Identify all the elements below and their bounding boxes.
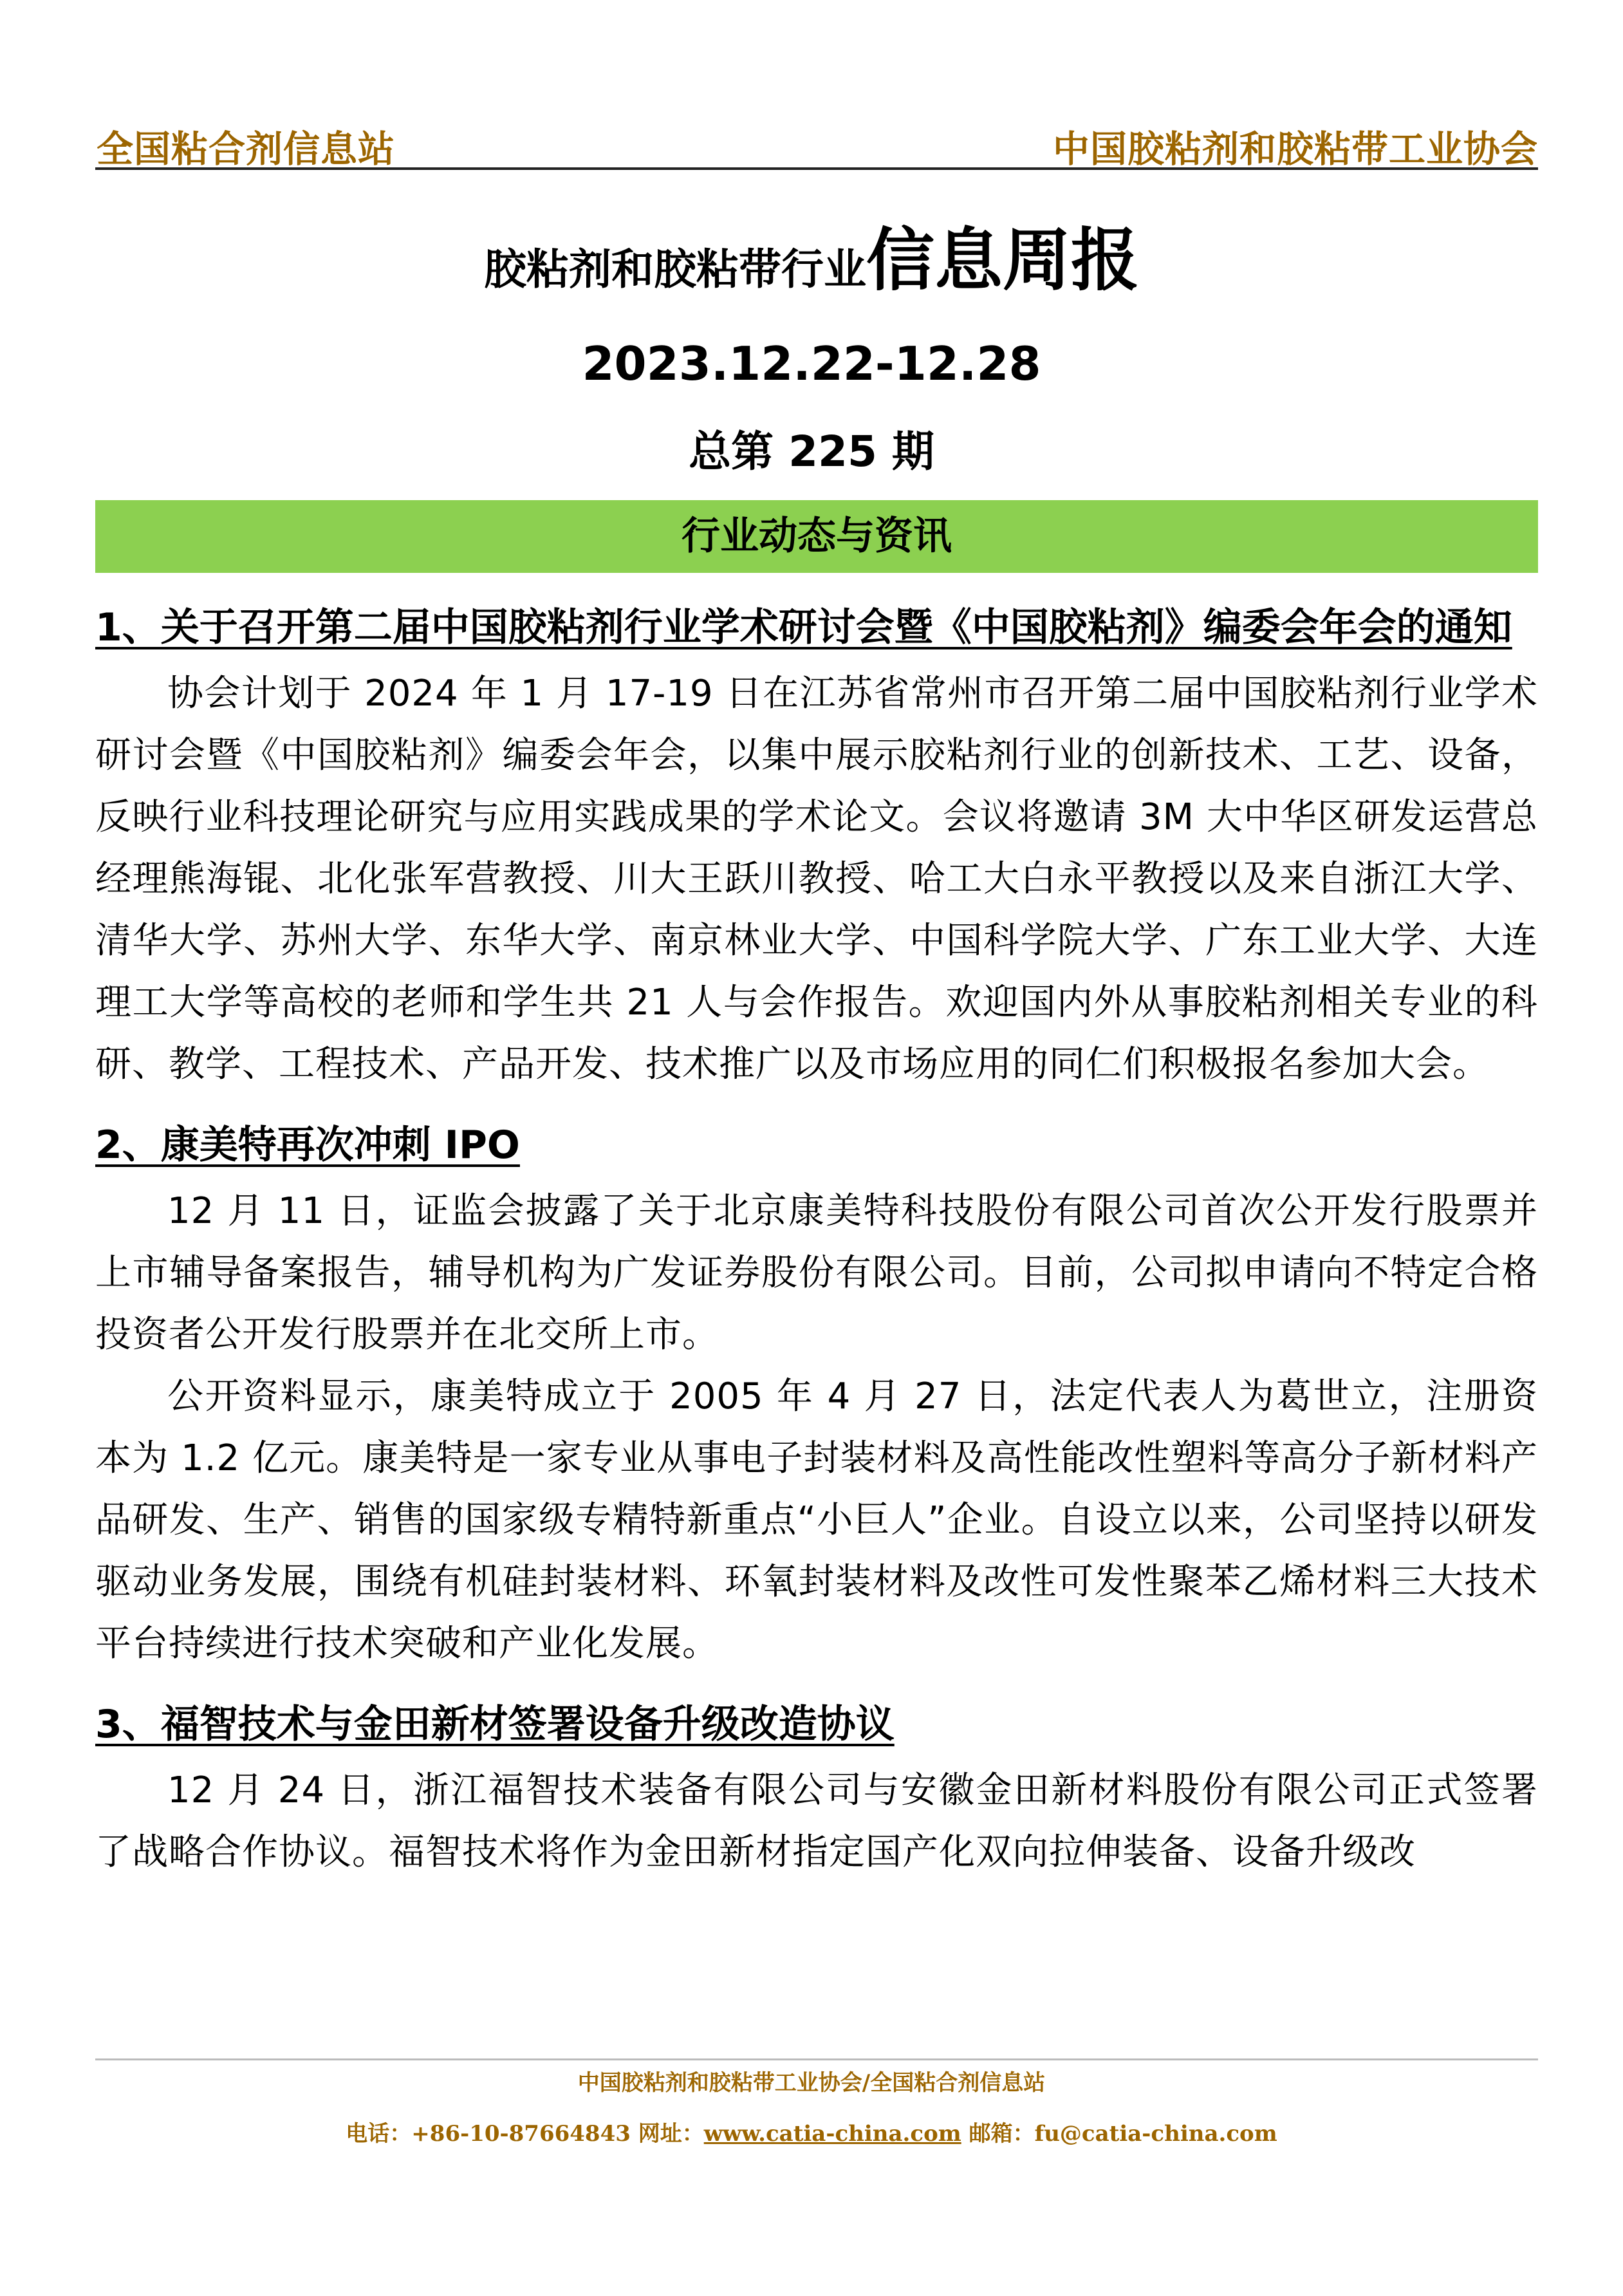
- title-prefix: 胶粘剂和胶粘带行业: [484, 245, 866, 294]
- footer-divider: [95, 2058, 1538, 2060]
- footer-email: 邮箱：fu@catia-china.com: [961, 2121, 1277, 2147]
- section-1-paragraph-1: 协会计划于 2024 年 1 月 17-19 日在江苏省常州市召开第二届中国胶粘剂行业学术研讨会暨《中国胶粘剂》编委会年会，以集中展示胶粘剂行业的创新技术、工艺、设备，反映行业科技理论研究与应用实践成果的学术论文。会议将邀请 3M 大中华区研发运营总经理熊海锟、北化张军营教授、川大王跃川教授、哈工大白永平教授以及来自浙江大学、清华大学、苏州大学、东华大学、南京林业大学、中国科学院大学、广东工业大学、大连理工大学等高校的老师和学生共 21 人与会作报告。欢迎国内外从事胶粘剂相关专业的科研、教学、工程技术、产品开发、技术推广以及市场应用的同仁们积极报名参加大会。: [95, 673, 1538, 1085]
- header-right-text: 中国胶粘剂和胶粘带工业协会: [1053, 127, 1538, 171]
- article-content: [95, 592, 1538, 1883]
- title-main: 信息周报: [866, 221, 1139, 300]
- footer-contact: [0, 2116, 1623, 2147]
- date-range: 2023.12.22-12.28: [582, 337, 1041, 391]
- section-2-paragraph-2: 公开资料显示，康美特成立于 2005 年 4 月 27 日，法定代表人为葛世立，注册资本为 1.2 亿元。康美特是一家专业从事电子封装材料及高性能改性塑料等高分子新材料产品研发、生产、销售的国家级专精特新重点“小巨人”企业。自设立以来，公司坚持以研发驱动业务发展，围绕有机硅封装材料、环氧封装材料及改性可发性聚苯乙烯材料三大技术平台持续进行技术突破和产业化发展。: [95, 1376, 1538, 1665]
- report-title: [0, 206, 1623, 300]
- page-header: [95, 115, 1538, 170]
- section-2-paragraph-1: 12 月 11 日，证监会披露了关于北京康美特科技股份有限公司首次公开发行股票并上市辅导备案报告，辅导机构为广发证券股份有限公司。目前，公司拟申请向不特定合格投资者公开发行股票并在北交所上市。: [95, 1190, 1538, 1356]
- section-2-title: 2、康美特再次冲刺 IPO: [95, 1123, 520, 1168]
- header-left-text: 全国粘合剂信息站: [97, 127, 395, 171]
- footer-phone: 电话：+86-10-87664843 网址：: [346, 2121, 704, 2147]
- section-1-title: 1、关于召开第二届中国胶粘剂行业学术研讨会暨《中国胶粘剂》编委会年会的通知: [95, 605, 1512, 650]
- footer-organization: 中国胶粘剂和胶粘带工业协会/全国粘合剂信息站: [577, 2070, 1046, 2096]
- section-banner: [95, 500, 1538, 573]
- section-3-paragraph-1: 12 月 24 日，浙江福智技术装备有限公司与安徽金田新材料股份有限公司正式签署了战略合作协议。福智技术将作为金田新材指定国产化双向拉伸装备、设备升级改: [95, 1769, 1538, 1873]
- section-3-title: 3、福智技术与金田新材签署设备升级改造协议: [95, 1702, 895, 1747]
- footer-website-link[interactable]: www.catia-china.com: [703, 2121, 961, 2147]
- issue-number: 总第 225 期: [689, 427, 934, 476]
- banner-label: 行业动态与资讯: [682, 514, 952, 559]
